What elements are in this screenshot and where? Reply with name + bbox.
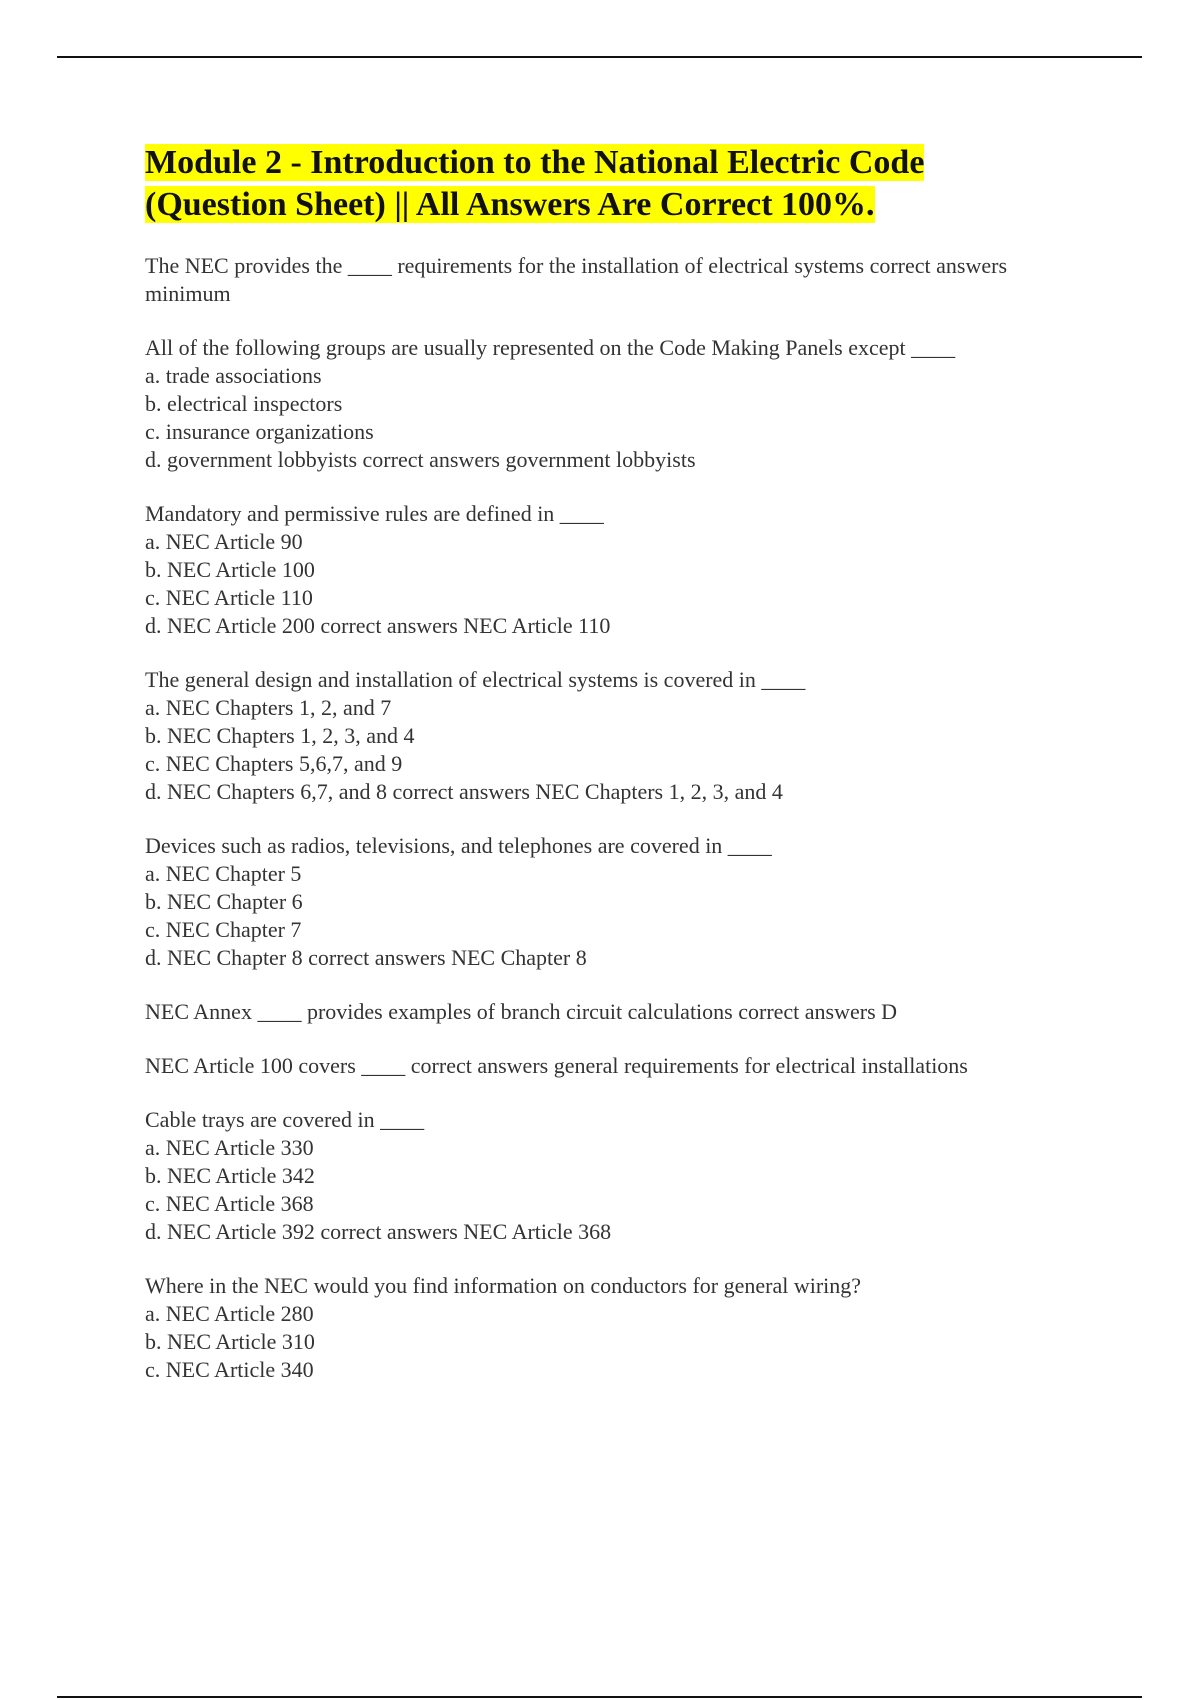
question-3 — [145, 500, 1075, 640]
answer-option: b. NEC Chapters 1, 2, 3, and 4 — [145, 723, 415, 748]
answer-option: d. NEC Chapters 6,7, and 8 correct answers NEC Chapters 1, 2, 3, and 4 — [145, 779, 783, 804]
question-2 — [145, 334, 1075, 474]
answer-option: c. NEC Chapters 5,6,7, and 9 — [145, 751, 403, 776]
question-6 — [145, 998, 1075, 1026]
answer-option: c. NEC Article 110 — [145, 585, 313, 610]
answer-option: b. electrical inspectors — [145, 391, 343, 416]
question-text: All of the following groups are usually represented on the Code Making Panels except ____ — [145, 335, 956, 360]
question-text: NEC Annex ____ provides examples of branch circuit calculations correct answers D — [145, 999, 898, 1024]
answer-option: b. NEC Chapter 6 — [145, 889, 303, 914]
answer-option: a. NEC Chapter 5 — [145, 861, 302, 886]
question-8 — [145, 1106, 1075, 1246]
answer-option: a. NEC Chapters 1, 2, and 7 — [145, 695, 392, 720]
title-line-1: Module 2 - Introduction to the National Electric Code — [145, 144, 925, 181]
document-body — [145, 142, 1075, 1410]
answer-option: d. NEC Chapter 8 correct answers NEC Chapter 8 — [145, 945, 587, 970]
document-title — [145, 142, 1075, 226]
answer-option: c. insurance organizations — [145, 419, 374, 444]
question-text: NEC Article 100 covers ____ correct answers general requirements for electrical installations — [145, 1053, 968, 1078]
answer-option: b. NEC Article 342 — [145, 1163, 315, 1188]
answer-option: a. trade associations — [145, 363, 322, 388]
answer-option: d. NEC Article 392 correct answers NEC Article 368 — [145, 1219, 612, 1244]
answer-option: d. NEC Article 200 correct answers NEC Article 110 — [145, 613, 611, 638]
top-rule — [57, 56, 1142, 58]
bottom-rule — [57, 1696, 1142, 1698]
question-text: Mandatory and permissive rules are defined in ____ — [145, 501, 604, 526]
answer-option: b. NEC Article 100 — [145, 557, 315, 582]
answer-option: c. NEC Article 368 — [145, 1191, 314, 1216]
question-text: Devices such as radios, televisions, and telephones are covered in ____ — [145, 833, 772, 858]
answer-option: c. NEC Article 340 — [145, 1357, 314, 1382]
question-text: Where in the NEC would you find information on conductors for general wiring? — [145, 1273, 862, 1298]
title-line-2: (Question Sheet) || All Answers Are Correct 100%. — [145, 186, 875, 223]
question-5 — [145, 832, 1075, 972]
question-text: The general design and installation of electrical systems is covered in ____ — [145, 667, 806, 692]
answer-option: a. NEC Article 280 — [145, 1301, 314, 1326]
question-4 — [145, 666, 1075, 806]
question-9 — [145, 1272, 1075, 1384]
answer-option: b. NEC Article 310 — [145, 1329, 315, 1354]
question-7 — [145, 1052, 1075, 1080]
answer-option: d. government lobbyists correct answers government lobbyists — [145, 447, 696, 472]
answer-option: a. NEC Article 90 — [145, 529, 303, 554]
question-1 — [145, 252, 1075, 308]
answer-option: a. NEC Article 330 — [145, 1135, 314, 1160]
answer-option: c. NEC Chapter 7 — [145, 917, 302, 942]
question-text: Cable trays are covered in ____ — [145, 1107, 425, 1132]
question-text: The NEC provides the ____ requirements for the installation of electrical systems correct answers minimum — [145, 253, 1008, 306]
